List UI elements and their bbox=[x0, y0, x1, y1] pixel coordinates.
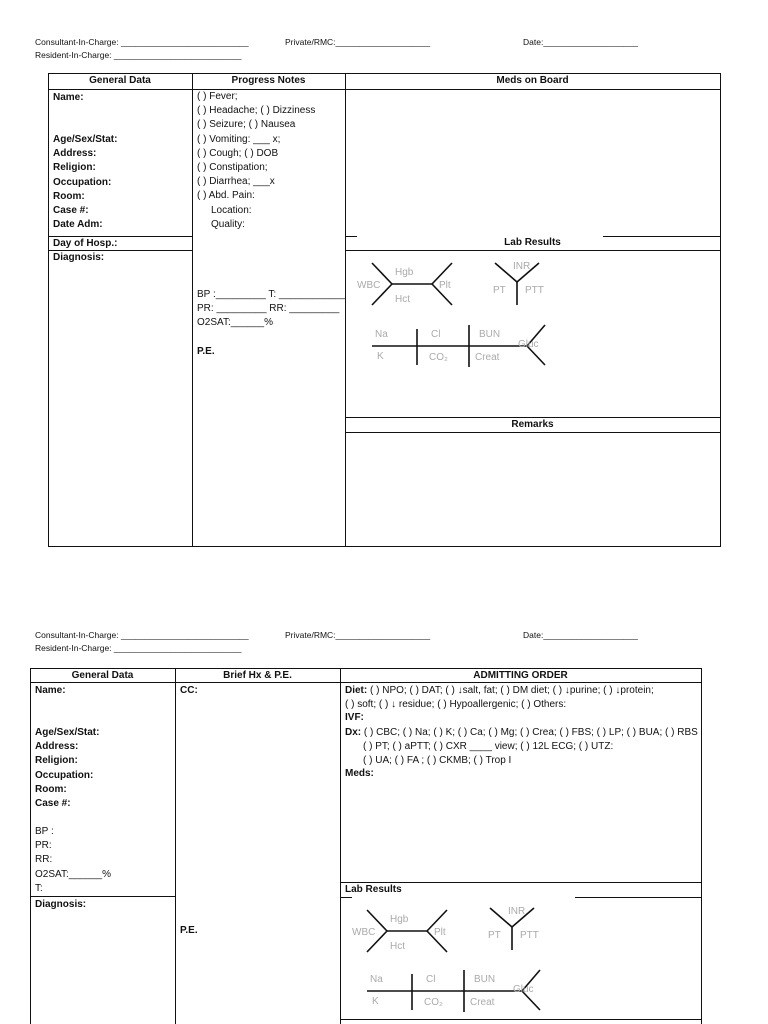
name-label: Name: bbox=[35, 685, 66, 696]
bp-t-field[interactable]: BP :_________ T: ____________ bbox=[197, 289, 346, 300]
coag-inr: INR bbox=[513, 261, 531, 272]
vitals-block bbox=[35, 825, 111, 896]
cbc-fishbone-icon bbox=[357, 263, 452, 305]
name-label: Name: bbox=[53, 92, 84, 103]
diet-line bbox=[345, 684, 654, 698]
coag-inr: INR bbox=[508, 906, 526, 917]
pr-field[interactable]: PR: bbox=[35, 840, 52, 852]
chem-co2: CO₂ bbox=[424, 997, 443, 1008]
cbc-fishbone-icon bbox=[352, 910, 447, 952]
room-label: Room: bbox=[53, 190, 85, 202]
diagnosis-label: Diagnosis: bbox=[53, 252, 105, 263]
cbc-hgb: Hgb bbox=[390, 914, 409, 925]
dx-options[interactable]: ( ) CBC; ( ) Na; ( ) K; ( ) Ca; ( ) Mg; ( ) Crea; ( ) FBS; ( ) LP; ( ) BUA; ( ) RBS bbox=[361, 727, 698, 738]
chem-gluc: Gluc bbox=[518, 339, 539, 350]
meds-label: Meds: bbox=[345, 768, 374, 779]
coag-ptt: PTT bbox=[525, 285, 544, 296]
list-item[interactable]: ( ) Fever; bbox=[197, 91, 238, 102]
chem-na: Na bbox=[375, 329, 388, 340]
pe-label: P.E. bbox=[197, 346, 215, 357]
private-rmc-field[interactable]: Private/RMC:____________________ bbox=[285, 37, 431, 47]
lab-results-heading: Lab Results bbox=[504, 237, 561, 248]
coag-diagram-icon bbox=[488, 906, 539, 950]
religion-label: Religion: bbox=[53, 162, 96, 174]
chem-co2: CO₂ bbox=[429, 352, 448, 363]
col-general-data: General Data bbox=[71, 670, 134, 681]
ivf-label: IVF: bbox=[345, 712, 364, 723]
dx-options-3[interactable]: ( ) UA; ( ) FA ; ( ) CKMB; ( ) Trop I bbox=[363, 755, 512, 766]
diet-label: Diet: bbox=[345, 685, 368, 696]
cbc-hgb: Hgb bbox=[395, 267, 414, 278]
dx-line bbox=[345, 726, 698, 740]
chem-fishbone-icon bbox=[372, 325, 545, 367]
chem-bun: BUN bbox=[479, 329, 501, 340]
lab-diagram bbox=[350, 902, 578, 1020]
lab-results-heading: Lab Results bbox=[345, 884, 402, 895]
chem-gluc: Gluc bbox=[513, 984, 534, 995]
chem-k: K bbox=[377, 351, 384, 362]
chem-na: Na bbox=[370, 974, 383, 985]
col-general-data: General Data bbox=[89, 75, 151, 86]
list-item[interactable]: ( ) Abd. Pain: bbox=[197, 190, 255, 202]
day-of-hosp-label: Day of Hosp.: bbox=[53, 238, 118, 249]
chem-cl: Cl bbox=[426, 974, 436, 985]
bp-field[interactable]: BP : bbox=[35, 826, 54, 837]
age-sex-stat-label: Age/Sex/Stat: bbox=[35, 727, 100, 738]
location-label[interactable]: Location: bbox=[211, 204, 252, 216]
coag-pt: PT bbox=[488, 930, 501, 941]
quality-label[interactable]: Quality: bbox=[211, 218, 245, 230]
lab-diagram bbox=[355, 255, 583, 377]
dx-options-2[interactable]: ( ) PT; ( ) aPTT; ( ) CXR ____ view; ( ) 12L ECG; ( ) UTZ: bbox=[363, 741, 614, 752]
list-item[interactable]: ( ) Cough; ( ) DOB bbox=[197, 147, 279, 159]
private-rmc-field[interactable]: Private/RMC:____________________ bbox=[285, 630, 431, 640]
chem-fishbone-icon bbox=[367, 970, 540, 1012]
cbc-wbc: WBC bbox=[352, 927, 376, 938]
progress-checklist bbox=[197, 90, 315, 232]
coag-ptt: PTT bbox=[520, 930, 539, 941]
remarks-heading: Remarks bbox=[511, 419, 554, 430]
case-label: Case #: bbox=[35, 797, 71, 809]
cbc-hct: Hct bbox=[395, 294, 410, 305]
religion-label: Religion: bbox=[35, 755, 78, 767]
case-label: Case #: bbox=[53, 204, 89, 216]
rr-field[interactable]: RR: bbox=[35, 854, 53, 866]
vitals-block bbox=[197, 288, 346, 331]
list-item[interactable]: ( ) Diarrhea; ___x bbox=[197, 176, 275, 188]
cbc-wbc: WBC bbox=[357, 280, 381, 291]
resident-field[interactable]: Resident-In-Charge: ___________________________ bbox=[35, 643, 242, 653]
occupation-label: Occupation: bbox=[35, 769, 94, 781]
pr-rr-field[interactable]: PR: _________ RR: _________ bbox=[197, 303, 340, 315]
date-adm-label: Date Adm: bbox=[53, 219, 103, 231]
occupation-label: Occupation: bbox=[53, 176, 112, 188]
dx-label: Dx: bbox=[345, 727, 362, 738]
diet-options[interactable]: ( ) NPO; ( ) DAT; ( ) ↓salt, fat; ( ) DM diet; ( ) ↓purine; ( ) ↓protein; bbox=[367, 685, 654, 696]
diagnosis-label: Diagnosis: bbox=[35, 899, 87, 910]
chem-k: K bbox=[372, 996, 379, 1007]
age-sex-stat-label: Age/Sex/Stat: bbox=[53, 134, 118, 145]
address-label: Address: bbox=[53, 148, 97, 160]
chem-cl: Cl bbox=[431, 329, 441, 340]
cc-label: CC: bbox=[180, 685, 198, 696]
o2sat-field[interactable]: O2SAT:______% bbox=[35, 868, 111, 880]
list-item[interactable]: ( ) Seizure; ( ) Nausea bbox=[197, 119, 296, 131]
cbc-hct: Hct bbox=[390, 941, 405, 952]
general-data-labels bbox=[35, 726, 99, 811]
resident-field[interactable]: Resident-In-Charge: ___________________________ bbox=[35, 50, 242, 60]
date-field[interactable]: Date:____________________ bbox=[523, 630, 638, 640]
coag-diagram-icon bbox=[493, 261, 544, 305]
general-data-labels bbox=[53, 133, 117, 232]
o2sat-field[interactable]: O2SAT:______% bbox=[197, 317, 273, 329]
list-item[interactable]: ( ) Headache; ( ) Dizziness bbox=[197, 105, 316, 117]
temp-field[interactable]: T: bbox=[35, 882, 43, 894]
chem-creat: Creat bbox=[470, 997, 495, 1008]
address-label: Address: bbox=[35, 741, 79, 753]
col-meds-on-board: Meds on Board bbox=[496, 75, 569, 86]
col-progress-notes: Progress Notes bbox=[231, 75, 306, 86]
pe-label: P.E. bbox=[180, 925, 198, 936]
coag-pt: PT bbox=[493, 285, 506, 296]
col-brief-hx-pe: Brief Hx & P.E. bbox=[223, 670, 292, 681]
list-item[interactable]: ( ) Constipation; bbox=[197, 161, 268, 173]
col-admitting-order: ADMITTING ORDER bbox=[473, 670, 568, 681]
list-item[interactable]: ( ) Vomiting: ___ x; bbox=[197, 133, 281, 145]
consultant-field[interactable]: Consultant-In-Charge: ___________________________ bbox=[35, 630, 249, 640]
diet-options-2[interactable]: ( ) soft; ( ) ↓ residue; ( ) Hypoallergenic; ( ) Others: bbox=[345, 699, 567, 710]
room-label: Room: bbox=[35, 783, 67, 795]
cbc-plt: Plt bbox=[439, 280, 451, 291]
chem-creat: Creat bbox=[475, 352, 500, 363]
chem-bun: BUN bbox=[474, 974, 496, 985]
cbc-plt: Plt bbox=[434, 927, 446, 938]
date-field[interactable]: Date:____________________ bbox=[523, 37, 638, 47]
consultant-field[interactable]: Consultant-In-Charge: ___________________________ bbox=[35, 37, 249, 47]
